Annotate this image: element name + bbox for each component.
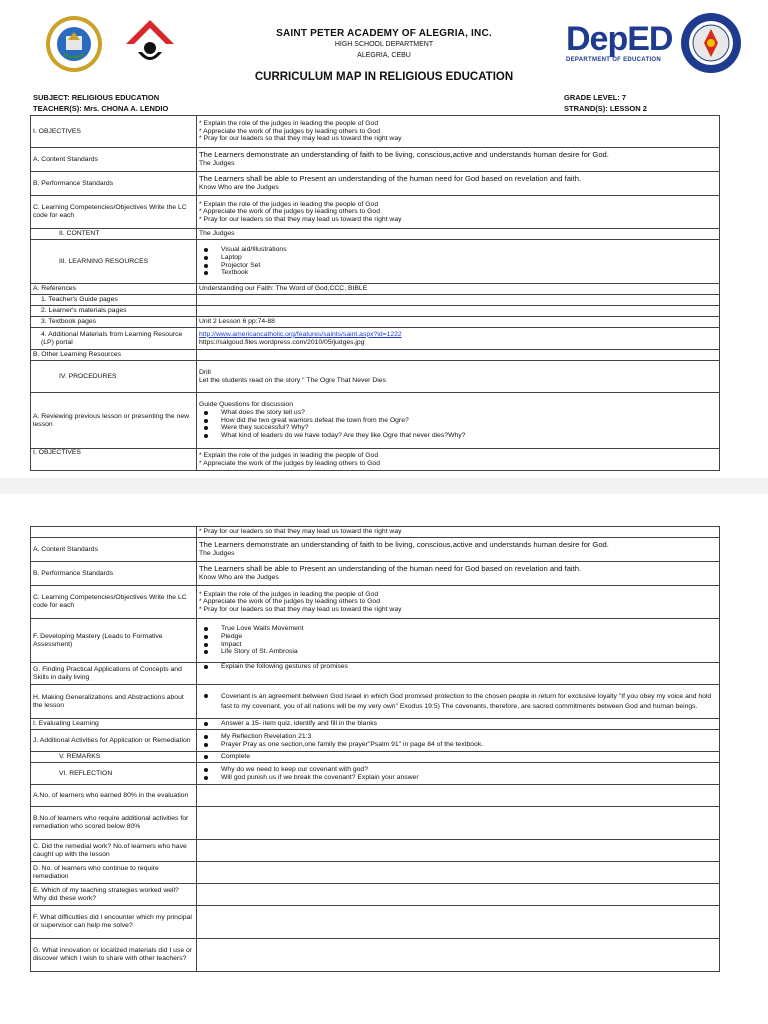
evaluating-learning-label: I. Evaluating Learning xyxy=(31,719,197,730)
curriculum-table-page-1 xyxy=(30,115,720,471)
content-cell: The Judges xyxy=(197,229,720,240)
guide-questions-intro: Guide Questions for discussion xyxy=(199,401,294,409)
competency-item: * Pray for our leaders so that they may lead us toward the right way xyxy=(199,215,402,223)
table-row xyxy=(31,763,720,785)
continue-remediation-cell xyxy=(197,862,720,884)
content-standards-cell xyxy=(197,538,720,562)
table-row xyxy=(31,586,720,619)
page-separator xyxy=(0,478,768,494)
procedures-label: IV. PROCEDURES xyxy=(31,361,197,393)
table-row xyxy=(31,719,720,730)
competency-item: * Explain the role of the judges in leading the people of God xyxy=(199,200,379,208)
teachers-guide-cell xyxy=(197,295,720,306)
guide-question-item: How did the two great warriors defeat the town from the Ogre? xyxy=(199,417,717,425)
school-department: HIGH SCHOOL DEPARTMENT xyxy=(334,41,434,48)
developing-mastery-cell xyxy=(197,619,720,663)
generalizations-label: H. Making Generalizations and Abstractions about the lesson xyxy=(31,685,197,719)
difficulties-cell xyxy=(197,906,720,939)
school-address: ALEGRIA, CEBU xyxy=(357,52,411,59)
table-row xyxy=(31,562,720,586)
textbook-pages-cell: Unit 2 Lesson 6 pp:74-88 xyxy=(197,317,720,328)
reviewing-lesson-label: A. Reviewing previous lesson or presenting the new lesson xyxy=(31,393,197,449)
procedures-cell xyxy=(197,361,720,393)
procedure-item: Drill xyxy=(199,368,211,376)
table-row xyxy=(31,538,720,562)
innovation-cell xyxy=(197,939,720,972)
activity-item: Prayer Pray as one section,one family the prayer"Psalm 91" in page 84 of the textbook. xyxy=(199,741,717,749)
table-row xyxy=(31,807,720,840)
school-name: SAINT PETER ACADEMY OF ALEGRIA, INC. xyxy=(276,28,492,39)
innovation-label: G. What innovation or localized materials did I use or discover which I wish to share with other teachers? xyxy=(31,939,197,972)
developing-mastery-label: F. Developing Mastery (Leads to Formative Assessment) xyxy=(31,619,197,663)
guide-question-item: What does the story tell us? xyxy=(199,409,717,417)
practical-item: Explain the following gestures of promises xyxy=(199,663,717,671)
performance-standards-text: The Learners shall be able to Present an understanding of the human need for God based on revelation and faith. xyxy=(199,564,582,574)
resource-link[interactable]: http://www.americancatholic.org/features/saints/saint.aspx?id=1222 xyxy=(199,330,402,338)
performance-standards-label: B. Performance Standards xyxy=(31,172,197,196)
resource-item: Projector Set xyxy=(199,262,717,270)
reflection-cell xyxy=(197,763,720,785)
evaluation-item: Answer a 15- item quiz, identify and fill in the blanks xyxy=(199,720,717,728)
objectives-cell xyxy=(197,116,720,148)
table-row xyxy=(31,527,720,538)
table-row xyxy=(31,939,720,972)
learners-remediation-label: B.No.of learners who require additional activities for remediation who scored below 80% xyxy=(31,807,197,840)
content-standards-label: A. Content Standards xyxy=(31,148,197,172)
table-row xyxy=(31,350,720,361)
teacher-label: TEACHER(S): Mrs. CHONA A. LENDIO xyxy=(33,104,169,113)
teaching-strategies-label: E. Which of my teaching strategies worked well? Why did these work? xyxy=(31,884,197,906)
empty-label-cell xyxy=(31,527,197,538)
table-row xyxy=(31,663,720,685)
reflection-item: Will god punish us if we break the covenant? Explain your answer xyxy=(199,774,717,782)
reflection-item: Why do we need to keep our covenant with god? xyxy=(199,766,717,774)
continue-remediation-label: D. No. of learners who continue to require remediation xyxy=(31,862,197,884)
objective-item: * Pray for our leaders so that they may lead us toward the right way xyxy=(199,135,402,143)
practical-applications-label: G. Finding Practical Applications of Concepts and Skills in daily living xyxy=(31,663,197,685)
objective-item: * Appreciate the work of the judges by leading others to God xyxy=(199,127,380,135)
content-label: II. CONTENT xyxy=(31,229,197,240)
table-row xyxy=(31,295,720,306)
mastery-item: Impact xyxy=(199,641,717,649)
additional-activities-cell xyxy=(197,730,720,752)
table-row xyxy=(31,284,720,295)
performance-standards-label: B. Performance Standards xyxy=(31,562,197,586)
table-row xyxy=(31,172,720,196)
table-row xyxy=(31,752,720,763)
curriculum-map-title: CURRICULUM MAP IN RELIGIOUS EDUCATION xyxy=(254,71,514,83)
practical-applications-cell xyxy=(197,663,720,685)
resource-item: Textbook xyxy=(199,269,717,277)
objectives-label: I. OBJECTIVES xyxy=(31,116,197,148)
learners-80-label: A.No. of learners who earned 80% in the evaluation xyxy=(31,785,197,807)
learners-materials-cell xyxy=(197,306,720,317)
content-standards-sub: The Judges xyxy=(199,549,235,557)
performance-standards-cell xyxy=(197,562,720,586)
other-resources-label: B. Other Learning Resources xyxy=(31,350,197,361)
difficulties-label: F. What difficulties did I encounter which my principal or supervisor can help me solve? xyxy=(31,906,197,939)
grade-level-label: GRADE LEVEL: 7 xyxy=(564,93,627,102)
remarks-label: V. REMARKS xyxy=(31,752,197,763)
table-row xyxy=(31,393,720,449)
pray-cell: * Pray for our leaders so that they may lead us toward the right way xyxy=(197,527,720,538)
generalizations-cell xyxy=(197,685,720,719)
table-row xyxy=(31,906,720,939)
performance-standards-sub: Know Who are the Judges xyxy=(199,573,279,581)
performance-standards-sub: Know Who are the Judges xyxy=(199,183,279,191)
content-standards-text: The Learners demonstrate an understanding of faith to be living, conscious,active and understands human desire for God. xyxy=(199,150,609,160)
content-standards-text: The Learners demonstrate an understanding of faith to be living, conscious,active and understands human desire for God. xyxy=(199,540,609,550)
competency-item: * Pray for our leaders so that they may lead us toward the right way xyxy=(199,605,402,613)
remark-item: Complete xyxy=(199,753,717,761)
table-row xyxy=(31,685,720,719)
table-row xyxy=(31,317,720,328)
table-row xyxy=(31,862,720,884)
table-row xyxy=(31,148,720,172)
objectives-cell-repeat xyxy=(197,449,720,471)
competency-item: * Appreciate the work of the judges by leading others to God xyxy=(199,598,380,606)
resource-item: Visual aid/Illustrations xyxy=(199,246,717,254)
table-row xyxy=(31,449,720,471)
competency-item: * Explain the role of the judges in leading the people of God xyxy=(199,590,379,598)
table-row xyxy=(31,306,720,317)
curriculum-table-page-2 xyxy=(30,526,720,972)
content-standards-cell xyxy=(197,148,720,172)
document-page-2 xyxy=(0,494,768,1024)
objective-item: * Explain the role of the judges in leading the people of God xyxy=(199,451,379,459)
table-row xyxy=(31,730,720,752)
learners-remediation-cell xyxy=(197,807,720,840)
additional-activities-label: J. Additional Activities for Application or Remediation xyxy=(31,730,197,752)
learners-materials-label: 2. Learner's materials pages xyxy=(31,306,197,317)
additional-materials-label: 4. Additional Materials from Learning Resource (LP) portal xyxy=(31,328,197,350)
table-row xyxy=(31,229,720,240)
reviewing-lesson-cell xyxy=(197,393,720,449)
references-cell: Understanding our Faith: The Word of God,CCC, BIBLE xyxy=(197,284,720,295)
procedure-item: Let the students read on the story " The Ogre That Never Dies xyxy=(199,376,386,384)
remedial-work-cell xyxy=(197,840,720,862)
table-row xyxy=(31,785,720,807)
learning-resources-label: III. LEARNING RESOURCES xyxy=(31,240,197,284)
table-row xyxy=(31,328,720,350)
learners-80-cell xyxy=(197,785,720,807)
table-row xyxy=(31,619,720,663)
deped-logo-subtext: DEPARTMENT OF EDUCATION xyxy=(566,57,662,63)
subject-label: SUBJECT: RELIGIOUS EDUCATION xyxy=(33,93,160,102)
learning-resources-cell xyxy=(197,240,720,284)
mastery-item: Pledge xyxy=(199,633,717,641)
objective-item: * Appreciate the work of the judges by leading others to God xyxy=(199,459,380,467)
content-standards-sub: The Judges xyxy=(199,159,235,167)
references-label: A. References xyxy=(31,284,197,295)
content-standards-label: A. Content Standards xyxy=(31,538,197,562)
learning-competencies-label: C. Learning Competencies/Objectives Write the LC code for each xyxy=(31,586,197,619)
table-row xyxy=(31,116,720,148)
activity-item: My Reflection Revelation 21:3 xyxy=(199,733,717,741)
remedial-work-label: C. Did the remedial work? No.of learners who have caught up with the lesson xyxy=(31,840,197,862)
learning-competencies-cell xyxy=(197,586,720,619)
mastery-item: True Love Waits Movement xyxy=(199,625,717,633)
guide-question-item: What kind of leaders do we have today? Are they like Ogre that never dies?Why? xyxy=(199,432,717,440)
teaching-strategies-cell xyxy=(197,884,720,906)
mastery-item: Life Story of St. Ambrosia xyxy=(199,648,717,656)
remarks-cell xyxy=(197,752,720,763)
resource-item: Laptop xyxy=(199,254,717,262)
table-row xyxy=(31,361,720,393)
deped-logo-text: DepED xyxy=(566,20,673,58)
table-row xyxy=(31,240,720,284)
learning-competencies-label: C. Learning Competencies/Objectives Write the LC code for each xyxy=(31,196,197,229)
table-row xyxy=(31,196,720,229)
resource-url-text: https://salgoud.files.wordpress.com/2010/05/judges.jpg xyxy=(199,338,365,346)
generalization-item: Covenant is an agreement between God Israel in which God promised protection to the chosen people in return for exclusive loyalty "If you obey my voice and hold fast to my covenant, you of all nations will be my very own" Exodus 19:5) The covenants, therefore, are sacred commitments between God and human beings. xyxy=(199,692,717,710)
table-row xyxy=(31,884,720,906)
evaluating-learning-cell xyxy=(197,719,720,730)
guide-question-item: Were they successful? Why? xyxy=(199,424,717,432)
objective-item: * Explain the role of the judges in leading the people of God xyxy=(199,120,379,128)
competency-item: * Appreciate the work of the judges by leading others to God xyxy=(199,208,380,216)
reflection-label: VI. REFLECTION xyxy=(31,763,197,785)
other-resources-cell xyxy=(197,350,720,361)
performance-standards-cell xyxy=(197,172,720,196)
performance-standards-text: The Learners shall be able to Present an understanding of the human need for God based on revelation and faith. xyxy=(199,174,582,184)
objectives-label-repeat: I. OBJECTIVES xyxy=(31,449,197,471)
document-page-1 xyxy=(0,0,768,478)
learning-competencies-cell xyxy=(197,196,720,229)
textbook-pages-label: 3. Textbook pages xyxy=(31,317,197,328)
table-row xyxy=(31,840,720,862)
teachers-guide-label: 1. Teacher's Guide pages xyxy=(31,295,197,306)
additional-materials-cell xyxy=(197,328,720,350)
strand-label: STRAND(S): LESSON 2 xyxy=(564,104,647,113)
